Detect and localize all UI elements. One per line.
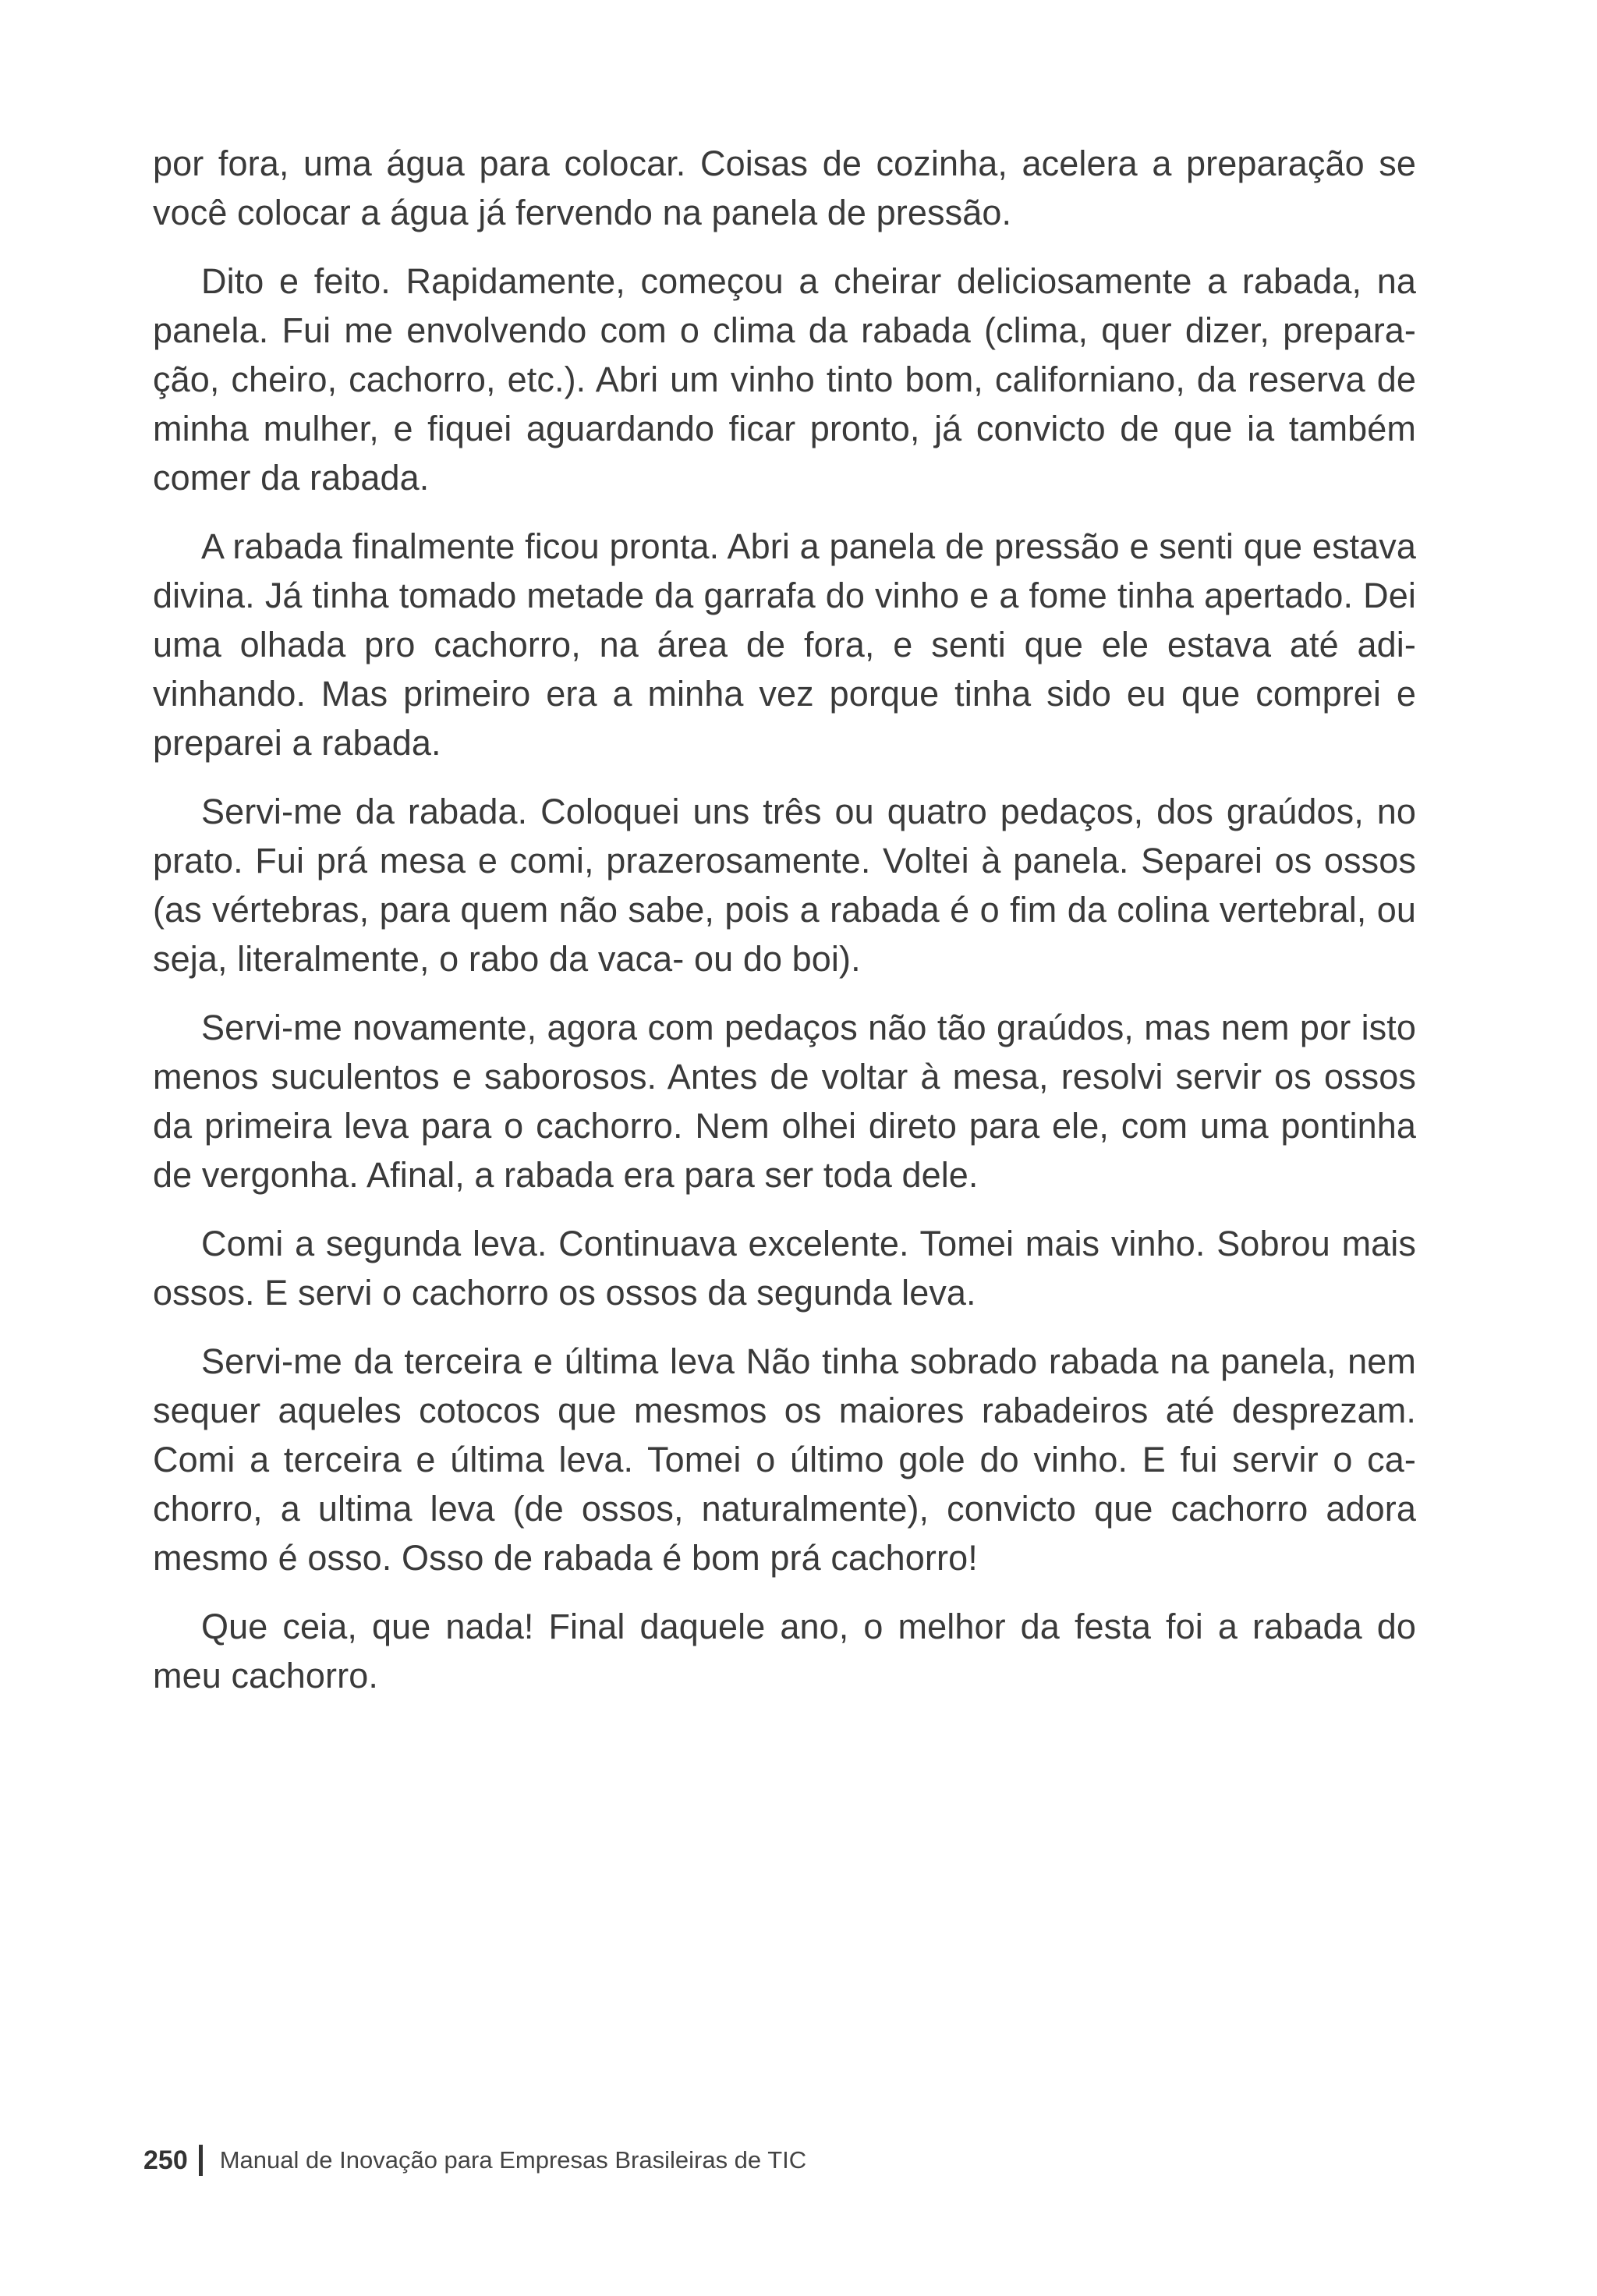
paragraph-7: Servi-me da terceira e última leva Não tinha sobrado rabada na panela, nem sequer aqueles cotocos que mesmos os maiores rabadeiros até desprezam. Comi a terceira e última leva. Tomei o último gole do vinho. E fui servir o ca-chorro, a ultima leva (de ossos, naturalmente), convicto que cachorro adora mesmo é osso. Osso de rabada é bom prá cachorro! <box>153 1341 1416 1578</box>
paragraph-4: Servi-me da rabada. Coloquei uns três ou quatro pedaços, dos graúdos, no prato. Fui prá mesa e comi, prazerosamente. Voltei à panela. Separei os ossos (as vértebras, para quem não sabe, pois a rabada é o fim da colina vertebral, ou seja, literalmente, o rabo da vaca- ou do boi). <box>153 792 1416 979</box>
page-footer <box>143 2145 806 2176</box>
paragraph-3: A rabada finalmente ficou pronta. Abri a panela de pressão e senti que estava divina. Já tinha tomado metade da garrafa do vinho e a fome tinha apertado. Dei uma olhada pro cachorro, na área de fora, e senti que ele estava até adi-vinhando. Mas primeiro era a minha vez porque tinha sido eu que comprei e preparei a rabada. <box>153 526 1416 763</box>
page-body <box>153 139 1416 1720</box>
paragraph-6: Comi a segunda leva. Continuava excelente. Tomei mais vinho. Sobrou mais ossos. E servi o cachorro os ossos da segunda leva. <box>153 1224 1416 1313</box>
footer-separator <box>199 2145 203 2176</box>
page-number: 250 <box>143 2145 188 2175</box>
paragraph-5: Servi-me novamente, agora com pedaços não tão graúdos, mas nem por isto menos suculentos e saborosos. Antes de voltar à mesa, resolvi servir os ossos da primeira leva para o cachorro. Nem olhei direto para ele, com uma pontinha de vergonha. Afinal, a rabada era para ser toda dele. <box>153 1008 1416 1195</box>
paragraph-2: Dito e feito. Rapidamente, começou a cheirar deliciosamente a rabada, na panela. Fui me envolvendo com o clima da rabada (clima, quer dizer, prepara-ção, cheiro, cachorro, etc.). Abri um vinho tinto bom, californiano, da reserva de minha mulher, e fiquei aguardando ficar pronto, já convicto de que ia também comer da rabada. <box>153 261 1416 498</box>
paragraph-1: por fora, uma água para colocar. Coisas de cozinha, acelera a preparação se você colocar a água já fervendo na panela de pressão. <box>153 144 1416 232</box>
footer-book-title: Manual de Inovação para Empresas Brasileiras de TIC <box>219 2146 807 2174</box>
paragraph-8: Que ceia, que nada! Final daquele ano, o melhor da festa foi a rabada do meu cachorro. <box>153 1607 1416 1695</box>
